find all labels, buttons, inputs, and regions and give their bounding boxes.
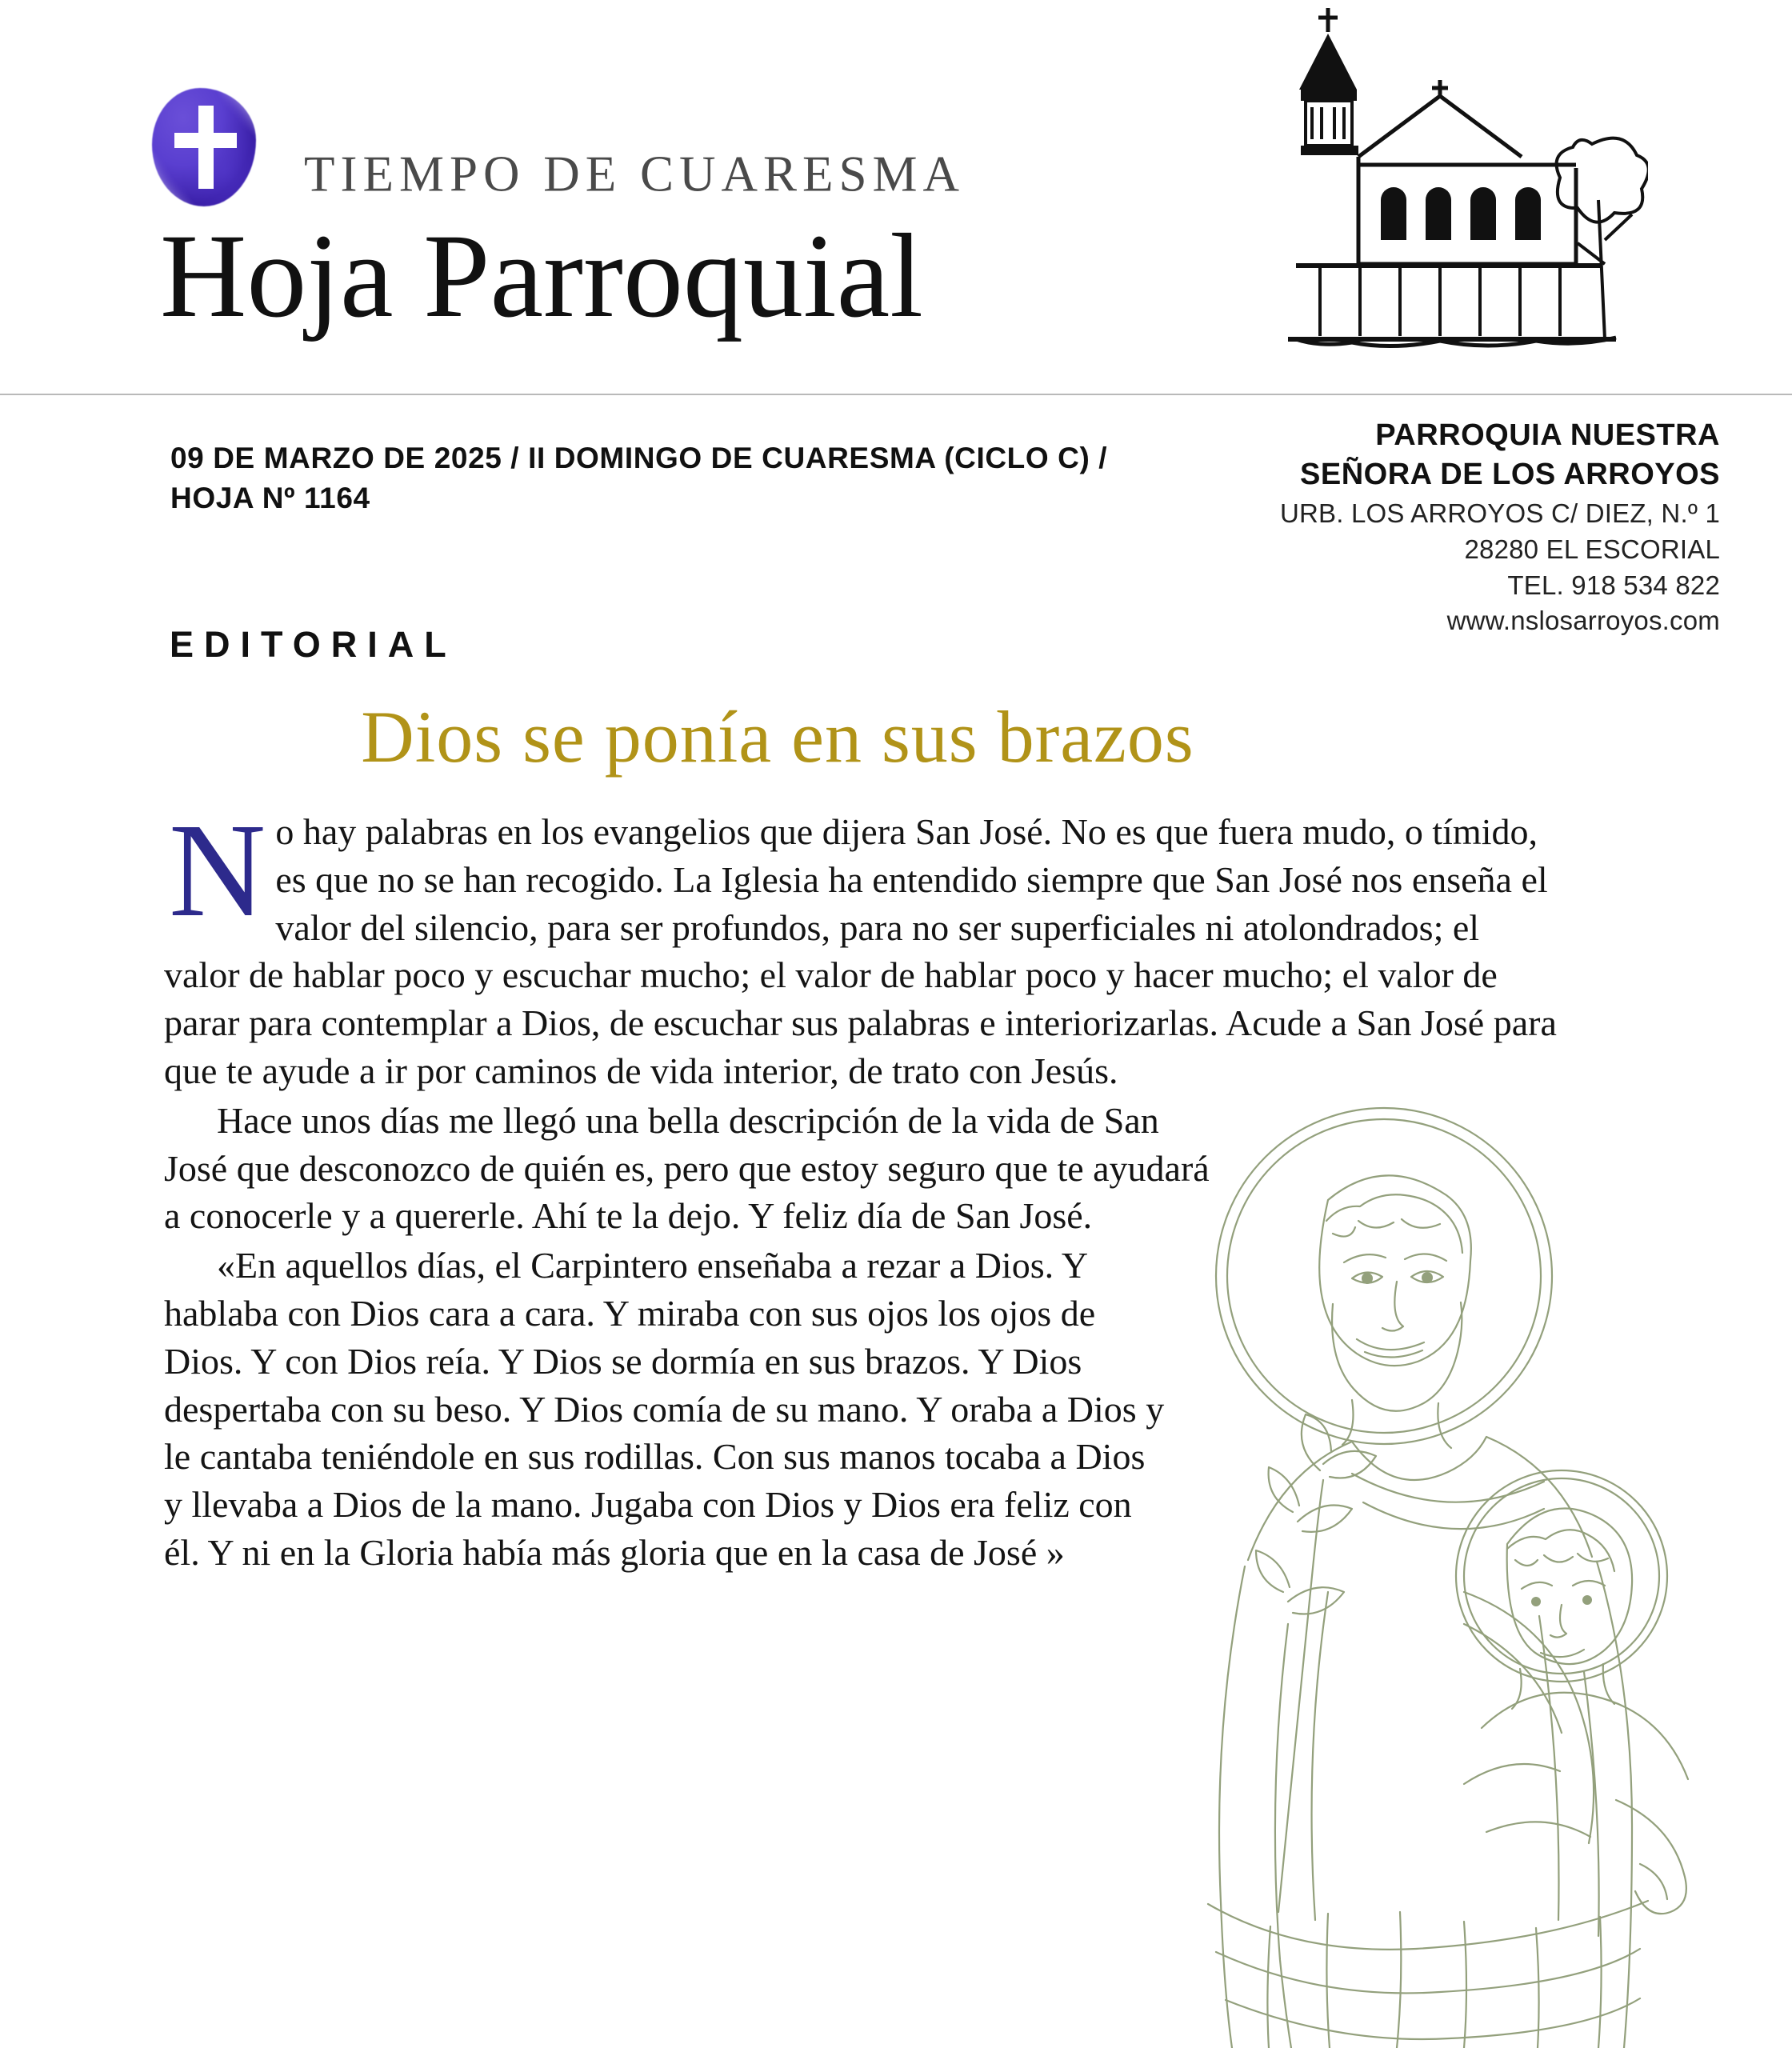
parish-website[interactable]: www.nslosarroyos.com (1446, 606, 1720, 636)
parish-name-line-1: PARROQUIA NUESTRA (1375, 418, 1720, 452)
paragraph-1 (164, 796, 1560, 1095)
editorial-label: EDITORIAL (170, 624, 457, 665)
church-illustration (1200, 0, 1648, 408)
parish-city: 28280 EL ESCORIAL (1464, 534, 1720, 564)
paragraph-3: «En aquellos días, el Carpintero enseñaba a rezar a Dios. Y hablaba con Dios cara a cara. Y miraba con sus ojos los ojos de Dios. Y con Dios reía. Y Dios se dormía en sus brazos. Y Dios despertaba con su beso. Y Dios comía de su mano. Y oraba a Dios y le cantaba teniéndole en sus rodillas. Con sus manos tocaba a Dios y llevaba a Dios de la mano. Jugaba con Dios y Dios era feliz con él. Y ni en la Gloria había más gloria que en la casa de José » (164, 1245, 1165, 1573)
issue-info: 09 DE MARZO DE 2025 / II DOMINGO DE CUARESMA (CICLO C) / HOJA Nº 1164 (170, 442, 1108, 514)
paragraph-2: Hace unos días me llegó una bella descripción de la vida de San José que desconozco de quién es, pero que estoy seguro que te ayudará a conocerle y a quererle. Ahí te la dejo. Y feliz día de San José. (164, 1099, 1210, 1237)
parish-phone: TEL. 918 534 822 (1507, 570, 1720, 600)
header-divider (0, 394, 1792, 395)
parish-address: URB. LOS ARROYOS C/ DIEZ, N.º 1 (1279, 498, 1720, 528)
parish-info (1112, 416, 1720, 638)
editorial-body (164, 796, 1560, 1578)
parish-name-line-2: SEÑORA DE LOS ARROYOS (1300, 458, 1720, 492)
masthead-title: Hoja Parroquial (160, 210, 923, 342)
paragraph-1-text: o hay palabras en los evangelios que dijera San José. No es que fuera mudo, o tímido, es que no se han recogido. La Iglesia ha entendido siempre que San José nos enseña el valor del silencio, para ser profundos, para no ser superficiales ni atolondrados; el valor de hablar poco y escuchar mucho; el valor de hablar poco y hacer mucho; el valor de parar para contemplar a Dios, de escuchar sus palabras e interiorizarlas. Acude a San José para que te ayude a ir por caminos de vida interior, de trato con Jesús. (164, 811, 1557, 1091)
drop-cap: N (169, 796, 266, 945)
cross-horizontal-bar (174, 133, 237, 148)
cross-icon (152, 88, 256, 208)
editorial-title: Dios se ponía en sus brazos (361, 696, 1194, 778)
season-title: TIEMPO DE CUARESMA (304, 146, 966, 202)
